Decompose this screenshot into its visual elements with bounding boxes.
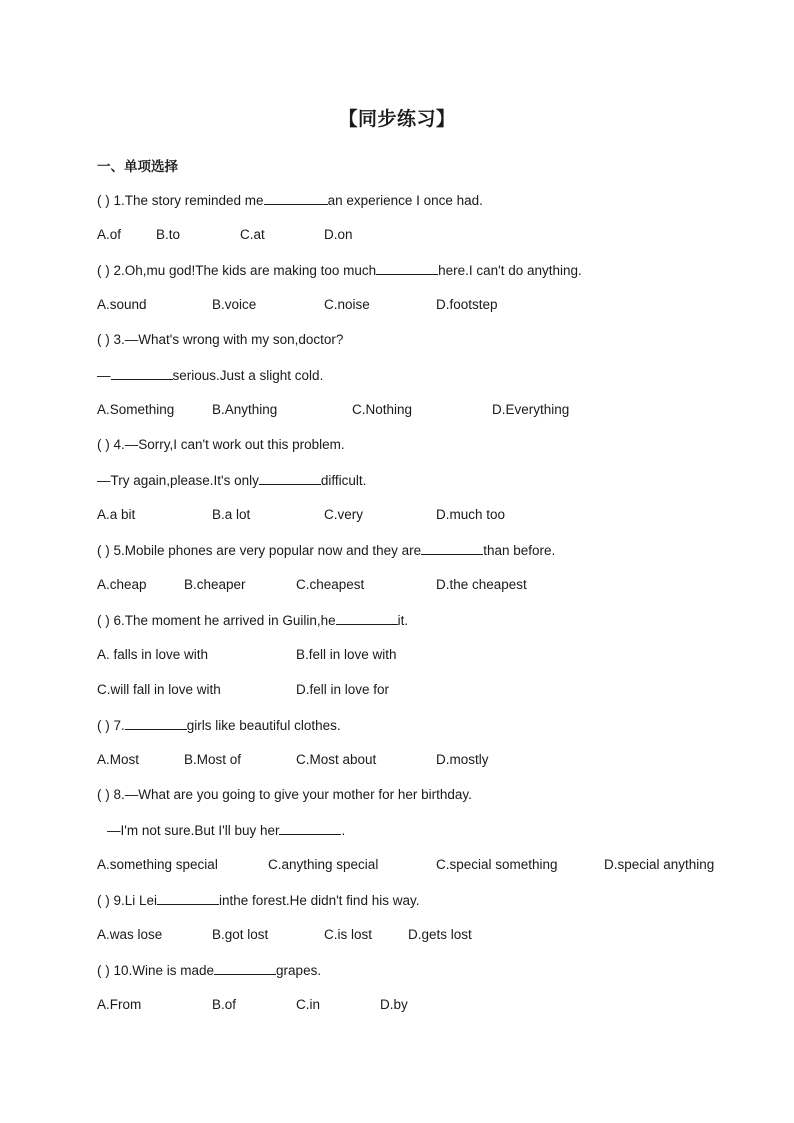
question-4-stem: ( ) 4.—Sorry,I can't work out this problem. bbox=[97, 437, 345, 452]
question-3-reply: — serious.Just a slight cold. bbox=[97, 368, 324, 383]
option-a: A. falls in love with bbox=[97, 647, 209, 662]
answer-blank bbox=[264, 191, 328, 205]
option-d: D.on bbox=[324, 227, 353, 242]
option-c: C.cheapest bbox=[296, 577, 365, 592]
option-b: B.voice bbox=[212, 297, 257, 312]
option-a: A.of bbox=[97, 227, 122, 242]
option-b: B.got lost bbox=[212, 927, 269, 942]
question-2-stem: ( ) 2.Oh,mu god!The kids are making too much here.I can't do anything. bbox=[97, 263, 582, 278]
section-heading: 一、单项选择 bbox=[97, 159, 178, 175]
question-7-stem: ( ) 7. girls like beautiful clothes. bbox=[97, 718, 341, 733]
option-d: D.special anything bbox=[604, 857, 715, 872]
option-c: C.Nothing bbox=[352, 402, 413, 417]
option-c: C.very bbox=[324, 507, 364, 522]
option-b: B.a lot bbox=[212, 507, 251, 522]
option-b: B.to bbox=[156, 227, 181, 242]
option-a: A.something special bbox=[97, 857, 218, 872]
answer-blank bbox=[259, 471, 321, 485]
option-b: B.of bbox=[212, 997, 237, 1012]
answer-blank bbox=[376, 261, 438, 275]
option-c: C.is lost bbox=[324, 927, 373, 942]
option-d: D.footstep bbox=[436, 297, 498, 312]
option-b: B.Anything bbox=[212, 402, 278, 417]
option-a: A.From bbox=[97, 997, 142, 1012]
option-d: D.mostly bbox=[436, 752, 489, 767]
answer-blank bbox=[421, 541, 483, 555]
question-5-stem: ( ) 5.Mobile phones are very popular now and they are than before. bbox=[97, 543, 556, 558]
option-d: D.the cheapest bbox=[436, 577, 527, 592]
option-d: D.much too bbox=[436, 507, 506, 522]
question-9-stem: ( ) 9.Li Lei inthe forest.He didn't find his way. bbox=[97, 893, 420, 908]
option-b: C.anything special bbox=[268, 857, 379, 872]
option-c: C.in bbox=[296, 997, 321, 1012]
option-c: C.special something bbox=[436, 857, 558, 872]
option-c: C.Most about bbox=[296, 752, 377, 767]
option-a: A.cheap bbox=[97, 577, 147, 592]
option-a: A.a bit bbox=[97, 507, 136, 522]
question-10-stem: ( ) 10.Wine is made grapes. bbox=[97, 963, 322, 978]
option-b: B.cheaper bbox=[184, 577, 246, 592]
answer-blank bbox=[125, 716, 187, 730]
answer-blank bbox=[157, 891, 219, 905]
option-a: A.was lose bbox=[97, 927, 163, 942]
option-a: A.sound bbox=[97, 297, 147, 312]
option-b: B.Most of bbox=[184, 752, 242, 767]
question-1-stem: ( ) 1.The story reminded me an experience I once had. bbox=[97, 193, 483, 208]
answer-blank bbox=[336, 611, 398, 625]
question-4-reply: —Try again,please.It's only difficult. bbox=[97, 473, 367, 488]
question-8-stem: ( ) 8.—What are you going to give your mother for her birthday. bbox=[97, 787, 472, 802]
question-8-reply: —I'm not sure.But I'll buy her . bbox=[107, 823, 346, 838]
question-3-stem: ( ) 3.—What's wrong with my son,doctor? bbox=[97, 332, 344, 347]
option-d: D.gets lost bbox=[408, 927, 472, 942]
answer-blank bbox=[279, 821, 341, 835]
answer-blank bbox=[111, 366, 173, 380]
option-c: C.at bbox=[240, 227, 265, 242]
option-c: C.will fall in love with bbox=[97, 682, 221, 697]
option-c: C.noise bbox=[324, 297, 370, 312]
question-6-stem: ( ) 6.The moment he arrived in Guilin,he it. bbox=[97, 613, 409, 628]
option-a: A.Something bbox=[97, 402, 175, 417]
page-title: 【同步练习】 bbox=[338, 108, 456, 130]
option-b: B.fell in love with bbox=[296, 647, 397, 662]
option-d: D.fell in love for bbox=[296, 682, 390, 697]
answer-blank bbox=[214, 961, 276, 975]
option-a: A.Most bbox=[97, 752, 140, 767]
option-d: D.by bbox=[380, 997, 408, 1012]
option-d: D.Everything bbox=[492, 402, 570, 417]
